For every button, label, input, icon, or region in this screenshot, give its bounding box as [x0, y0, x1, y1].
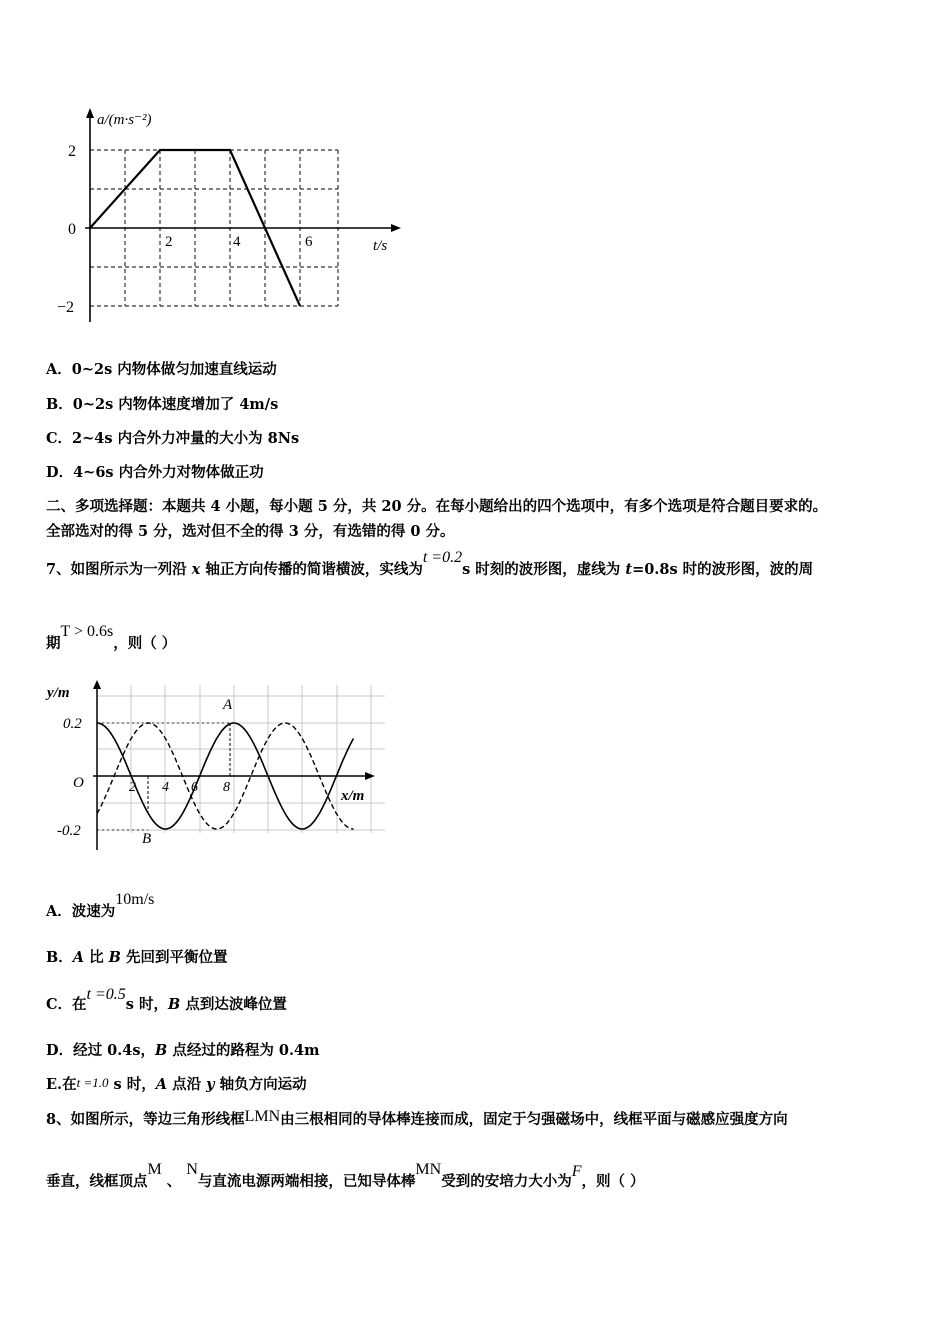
q7-option-c-text: 点到达波峰位置 [180, 996, 287, 1013]
graph2-x-axis-label: x/m [341, 788, 365, 804]
graph2-x-tick-4: 4 [162, 780, 169, 795]
point-b-label: B [142, 831, 152, 847]
q7-text-1: 7、如图所示为一列沿 [46, 561, 192, 578]
q7-period-math: T > 0.6s [60, 623, 114, 640]
graph2-y-axis-label: y/m [47, 685, 70, 701]
graph1-x-arrow [391, 224, 401, 232]
graph2-x-tick-6: 6 [191, 780, 198, 795]
q7-option-d [46, 1041, 319, 1061]
graph2-y-top-label: 0.2 [63, 716, 82, 732]
q7-option-e-mid: s 时， [108, 1076, 156, 1093]
graph2-grid [97, 685, 385, 833]
q8-m-math: M [147, 1161, 162, 1178]
q6-option-d: D．4~6s 内合外力对物体做正功 [46, 464, 264, 481]
q7-option-d-prefix: D．经过 0.4s， [46, 1042, 156, 1059]
graph2-x-tick-8: 8 [223, 780, 230, 795]
graph2-x-tick-2: 2 [129, 780, 136, 795]
q7-option-e-prefix: E.在 [46, 1076, 77, 1093]
q7-option-c-math: t =0.5 [86, 986, 126, 1003]
q7-option-b-mid: 比 [84, 949, 109, 966]
acceleration-time-graph [55, 100, 405, 330]
graph1-y-tick-0: 0 [68, 221, 76, 238]
q7-text-2: 轴正方向传播的简谐横波，实线为 [200, 561, 423, 578]
q7-option-e-y: y [206, 1076, 215, 1093]
q7-option-d-b: B [155, 1042, 168, 1059]
graph1-x-axis-label: t/s [373, 238, 388, 254]
q8-stem-line1 [46, 1110, 788, 1130]
q8-text-1: 8、如图所示，等边三角形线框 [46, 1111, 245, 1128]
q7-stem-line2 [46, 623, 177, 654]
q7-text-3: s 时刻的波形图，虚线为 [462, 561, 626, 578]
graph2-origin-label: O [73, 775, 84, 791]
q7-stem-line1 [46, 549, 814, 580]
q7-option-e [46, 1075, 307, 1095]
q7-option-b-text: 先回到平衡位置 [120, 949, 228, 966]
q7-option-b-prefix: B． [46, 949, 73, 966]
q7-option-e-text: 轴负方向运动 [214, 1076, 307, 1093]
q7-option-c-b: B [168, 996, 181, 1013]
q6-option-a: A．0~2s 内物体做匀加速直线运动 [46, 361, 277, 378]
q7-option-c [46, 986, 287, 1015]
graph1-y-arrow [86, 108, 94, 118]
q8-n-math: N [186, 1161, 198, 1178]
q7-option-a [46, 891, 155, 922]
q7-x-var: x [191, 561, 201, 578]
q8-mn-math: MN [415, 1161, 442, 1178]
q8-lmn-math: LMN [244, 1108, 281, 1125]
section2-line1: 二、多项选择题：本题共 4 小题，每小题 5 分，共 20 分。在每小题给出的四个选项中，有多个选项是符合题目要求的。 [46, 498, 828, 515]
q7-option-c-prefix: C．在 [46, 996, 87, 1013]
graph1-y-tick-2: 2 [68, 143, 76, 160]
q7-option-a-math: 10m/s [115, 891, 155, 908]
q7-text-4: =0.8s 时的波形图，波的周 [632, 561, 814, 578]
graph1-y-tick-neg2: −2 [57, 299, 75, 316]
graph2-y-bottom-label: -0.2 [57, 823, 81, 839]
q7-option-a-text: A．波速为 [46, 903, 116, 920]
q6-option-c: C．2~4s 内合外力冲量的大小为 8Ns [46, 430, 300, 447]
section2-line2: 全部选对的得 5 分，选对但不全的得 3 分，有选错的得 0 分。 [46, 523, 455, 540]
graph2-y-arrow [93, 680, 101, 689]
q7-option-e-math: t =1.0 [76, 1075, 109, 1090]
q8-text-2: 由三根相同的导体棒连接而成，固定于匀强磁场中，线框平面与磁感应强度方向 [280, 1111, 788, 1128]
q7-option-b-b: B [108, 949, 121, 966]
point-a-label: A [223, 697, 233, 713]
graph1-y-axis-label: a/(m·s⁻²) [97, 112, 152, 128]
q8-separator: 、 [166, 1173, 182, 1190]
graph1-x-tick-2: 2 [165, 234, 173, 250]
q7-text-6: ，则（ ） [113, 635, 177, 652]
graph1-x-tick-4: 4 [233, 234, 241, 250]
graph2-x-arrow [365, 772, 375, 780]
q7-option-e-a: A [155, 1076, 168, 1093]
q7-option-b-a: A [72, 949, 85, 966]
q7-option-b [46, 948, 227, 968]
q7-t-var: t [625, 561, 633, 578]
q8-text-4: 与直流电源两端相接，已知导体棒 [197, 1173, 416, 1190]
q8-f-math: F [571, 1163, 582, 1180]
q8-text-3: 垂直，线框顶点 [46, 1173, 148, 1190]
q8-stem-line2 [46, 1161, 645, 1192]
q7-text-5: 期 [46, 635, 61, 652]
q7-option-e-mid2: 点沿 [167, 1076, 207, 1093]
q7-option-d-text: 点经过的路程为 0.4m [167, 1042, 320, 1059]
q6-option-b: B．0~2s 内物体速度增加了 4m/s [46, 396, 279, 413]
q7-option-c-mid: s 时， [125, 996, 169, 1013]
graph1-x-tick-6: 6 [305, 234, 313, 250]
q8-text-6: ，则（ ） [581, 1173, 645, 1190]
q8-text-5: 受到的安培力大小为 [441, 1173, 572, 1190]
wave-graph [45, 675, 385, 855]
q7-t-math: t =0.2 [422, 549, 463, 566]
